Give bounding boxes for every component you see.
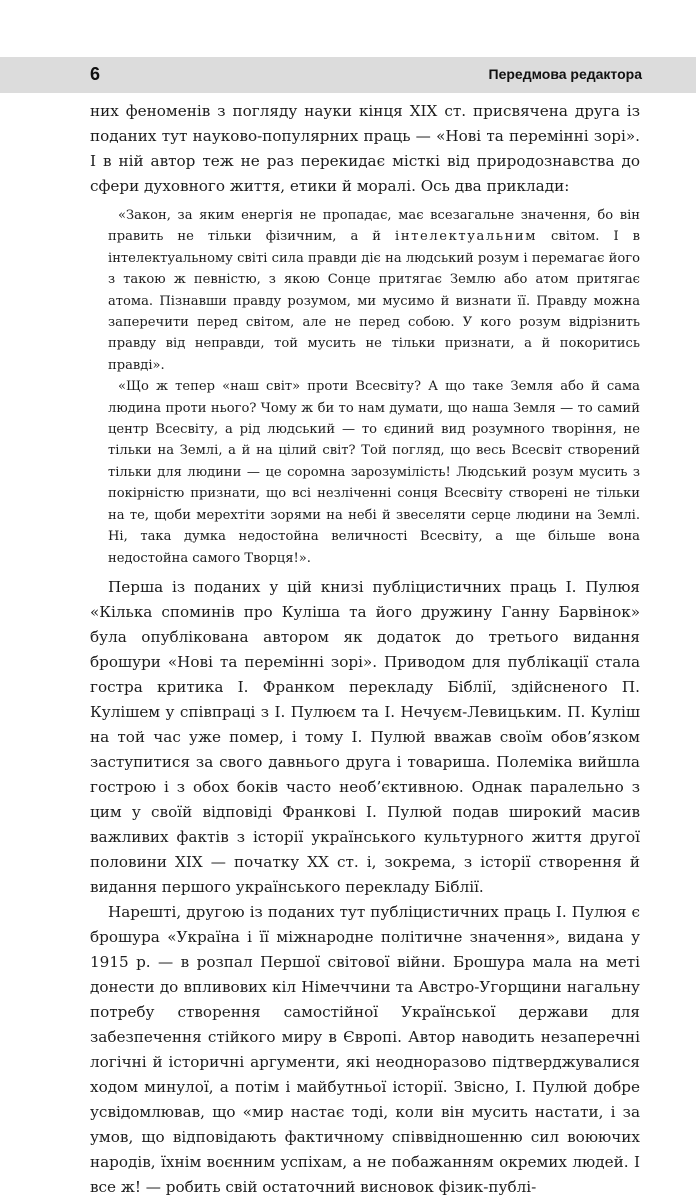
intro-paragraph: них феноменів з погляду науки кінця XIX ст. присвячена друга із поданих тут науково-популярних праць — «Нові та перемінні зорі». І в ній автор теж не раз перекидає місткі від природознавства до сфери духовного життя, етики й моралі. Ось два приклади: xyxy=(90,102,640,195)
quote-1-after: світом. І в інтелектуальному світі сила правди діє на людський розум і перемагає його з такою ж певністю, з якою Сонце притягає Землю або атом притягає атома. Пізнавши правду розумом, ми мусимо й визнати її. Правду можна заперечити перед світом, але не перед собою. У кого розум відрізнить правду від неправди, той мусить не тільки признати, а й покоритись правді». xyxy=(108,229,641,373)
page-header xyxy=(0,57,696,93)
paragraph-2: Перша із поданих у цій книзі публіцистичних праць І. Пулюя «Кілька споминів про Куліша та його дружину Ганну Барвінок» була опублікована автором як додаток до третього видання брошури «Нові та перемінні зорі». Приводом для публікації стала гостра критика І. Франком перекладу Біблії, здійсненого П. Кулішем у співпраці з І. Пулюєм та І. Нечуєм-Левицьким. П. Куліш на той час уже помер, і тому І. Пулюй вважав своїм обов’язком заступитися за свого давнього друга і товариша. Полеміка вийшла гострою і з обох боків часто необ’єктивною. Однак паралельно з цим у своїй відповіді Франкові І. Пулюй подав широкий масив важливих фактів з історії українського культурного життя другої половини XIX — початку XX ст. і, зокрема, з історії створення й видання першого українського перекладу Біблії. xyxy=(90,577,640,896)
quote-1-spaced-word: інтелектуальним xyxy=(395,229,538,245)
quote-1 xyxy=(108,205,640,376)
page-number: 6 xyxy=(90,64,101,84)
quote-1-before: «Закон, за яким енергія не пропадає, має всезагальне значення, бо він править не тільки фізичним, а й xyxy=(108,208,640,245)
quote-2: «Що ж тепер «наш світ» проти Всесвіту? А що таке Земля або й сама людина проти нього? Чому ж би то нам думати, що наша Земля — то самий центр Всесвіту, а рід людський — то єдиний вид розумного творіння, не тільки на Землі, а й на цілий світ? Той погляд, що весь Всесвіт створений тільки для людини — це соромна зарозумілість! Людський розум мусить з покірністю признати, що всі незліченні сонця Всесвіту створені не тільки на те, щоби мерехтіти зорями на небі й звеселяти серце людини на Землі. Ні, така думка недостойна величності Всесвіту, а ще більше вона недостойна самого Творця!». xyxy=(108,379,640,566)
page-body xyxy=(90,99,640,1200)
quote-block xyxy=(108,205,640,569)
running-title: Передмова редактора xyxy=(488,66,642,82)
paragraph-3: Нарешті, другою із поданих тут публіцистичних праць І. Пулюя є брошура «Україна і її міжнародне політичне значення», видана у 1915 р. — в розпал Першої світової війни. Брошура мала на меті донести до впливових кіл Німеччини та Австро-Угорщини нагальну потребу створення самостійної Української держави для забезпечення стійкого миру в Європі. Автор наводить незаперечні логічні й історичні аргументи, які неодноразово підтверджувалися ходом минулої, а потім і майбутньої історії. Звісно, І. Пулюй добре усвідомлював, що «мир настає тоді, коли він мусить настати, і за умов, що відповідають фактичному співвідношенню сил воюючих народів, їхнім воєнним успіхам, а не побажанням окремих людей. І все ж! — робить свій остаточний висновок фізик-публі- xyxy=(90,902,640,1196)
